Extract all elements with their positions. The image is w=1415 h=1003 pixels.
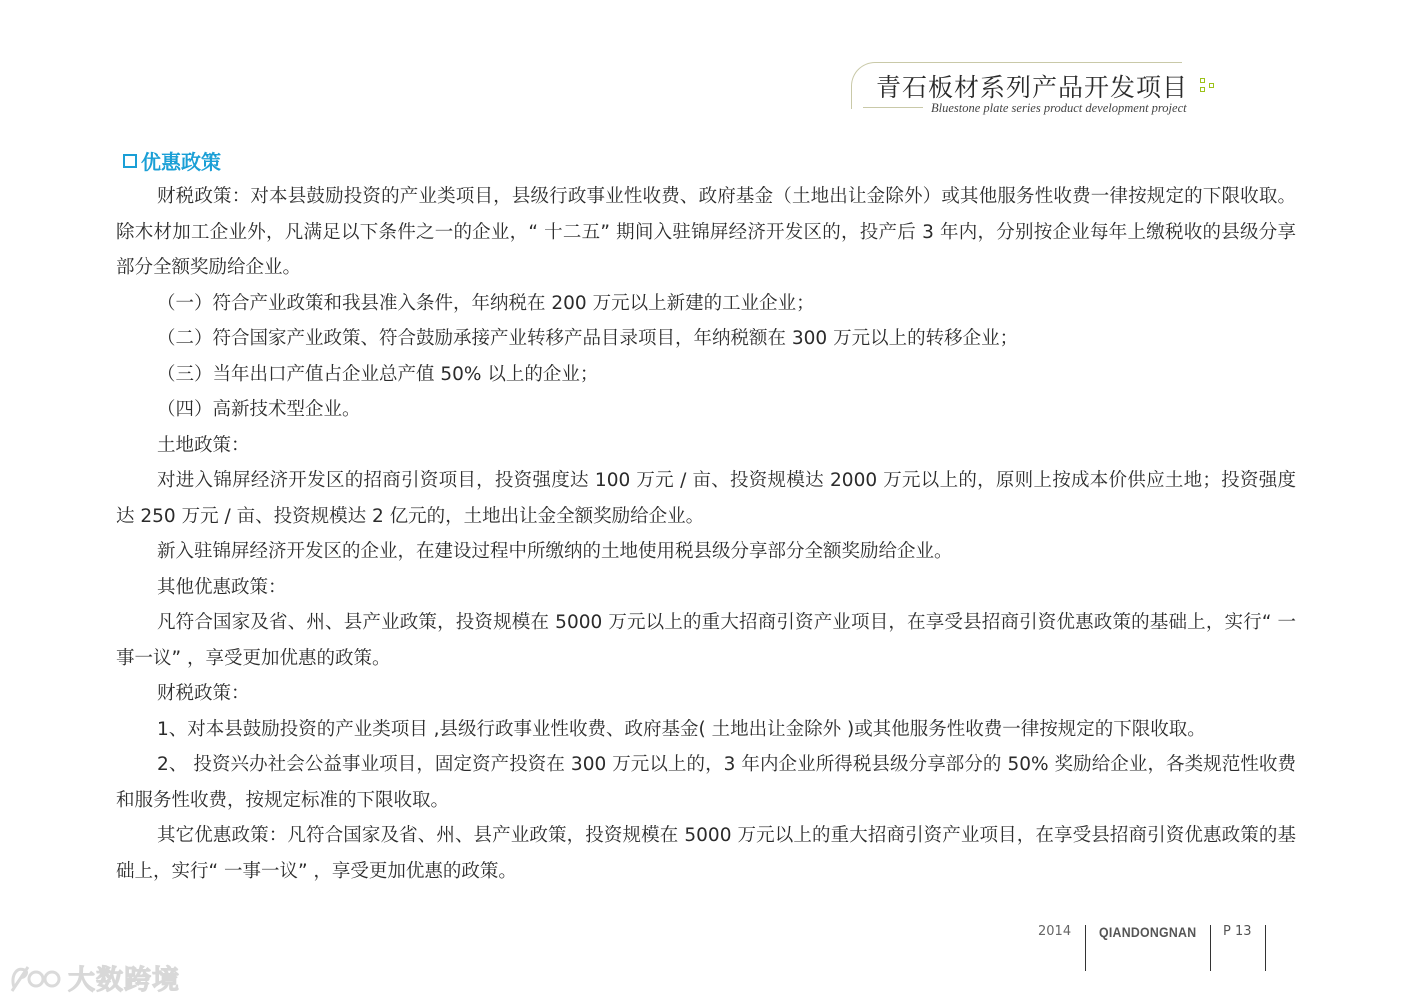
footer-divider [1210,925,1211,971]
header-frame-underline [863,107,923,108]
policy-paragraph: 其他优惠政策： [157,576,287,598]
policy-content [116,179,1296,889]
policy-paragraph: 凡符合国家及省、州、县产业政策，投资规模在 5000 万元以上的重大招商引资产业项目，在享受县招商引资优惠政策的基础上，实行“ 一事一议” ，享受更加优惠的政策。 [116,612,1296,669]
watermark [8,958,180,997]
policy-paragraph: 对进入锦屏经济开发区的招商引资项目，投资强度达 100 万元 / 亩、投资规模达 2000 万元以上的，原则上按成本价供应土地；投资强度达 250 万元 / 亩、投资规模达 2 亿元的，土地出让金全额奖励给企业。 [116,470,1296,527]
policy-paragraph: 土地政策： [157,434,250,456]
policy-paragraph: 财税政策：对本县鼓励投资的产业类项目，县级行政事业性收费、政府基金（土地出让金除外）或其他服务性收费一律按规定的下限收取。除木材加工企业外，凡满足以下条件之一的企业，“ 十二五” 期间入驻锦屏经济开发区的，投产后 3 年内，分别按企业每年上缴税收的县级分享部分全额奖励给企业。 [116,186,1296,278]
section-title: 优惠政策 [141,150,221,174]
watermark-text: 大数跨境 [68,965,180,996]
policy-list-item: （四）高新技术型企业。 [157,399,361,420]
watermark-logo-icon [8,961,64,995]
policy-paragraph: 新入驻锦屏经济开发区的企业，在建设过程中所缴纳的土地使用税县级分享部分全额奖励给企业。 [157,541,953,562]
section-heading [123,146,221,175]
page-title: 青石板材系列产品开发项目 [876,73,1189,102]
policy-paragraph: 2、 投资兴办社会公益事业项目，固定资产投资在 300 万元以上的，3 年内企业所得税县级分享部分的 50% 奖励给企业，各类规范性收费和服务性收费，按规定标准的下限收取。 [116,754,1296,811]
policy-list-item: （一）符合产业政策和我县准入条件，年纳税在 200 万元以上新建的工业企业； [157,292,815,314]
dots-icon [1200,78,1220,96]
page-subtitle: Bluestone plate series product development project [931,101,1187,115]
footer-divider [1085,925,1086,971]
policy-paragraph: 1、对本县鼓励投资的产业类项目 ,县级行政事业性收费、政府基金( 土地出让金除外 )或其他服务性收费一律按规定的下限收取。 [157,718,1206,740]
policy-paragraph: 其它优惠政策：凡符合国家及省、州、县产业政策，投资规模在 5000 万元以上的重大招商引资产业项目，在享受县招商引资优惠政策的基础上，实行“ 一事一议” ，享受更加优惠的政策。 [116,825,1296,882]
footer-divider [1265,925,1266,971]
square-bullet-icon [123,154,137,168]
policy-list-item: （二）符合国家产业政策、符合鼓励承接产业转移产品目录项目，年纳税额在 300 万元以上的转移企业； [157,328,1019,349]
page-number: P 13 [1223,924,1252,939]
footer-brand: QIANDONGNAN [1099,924,1197,940]
footer-year: 2014 [1038,924,1072,939]
policy-list-item: （三）当年出口产值占企业总产值 50% 以上的企业； [157,363,599,385]
policy-paragraph: 财税政策： [157,683,250,704]
